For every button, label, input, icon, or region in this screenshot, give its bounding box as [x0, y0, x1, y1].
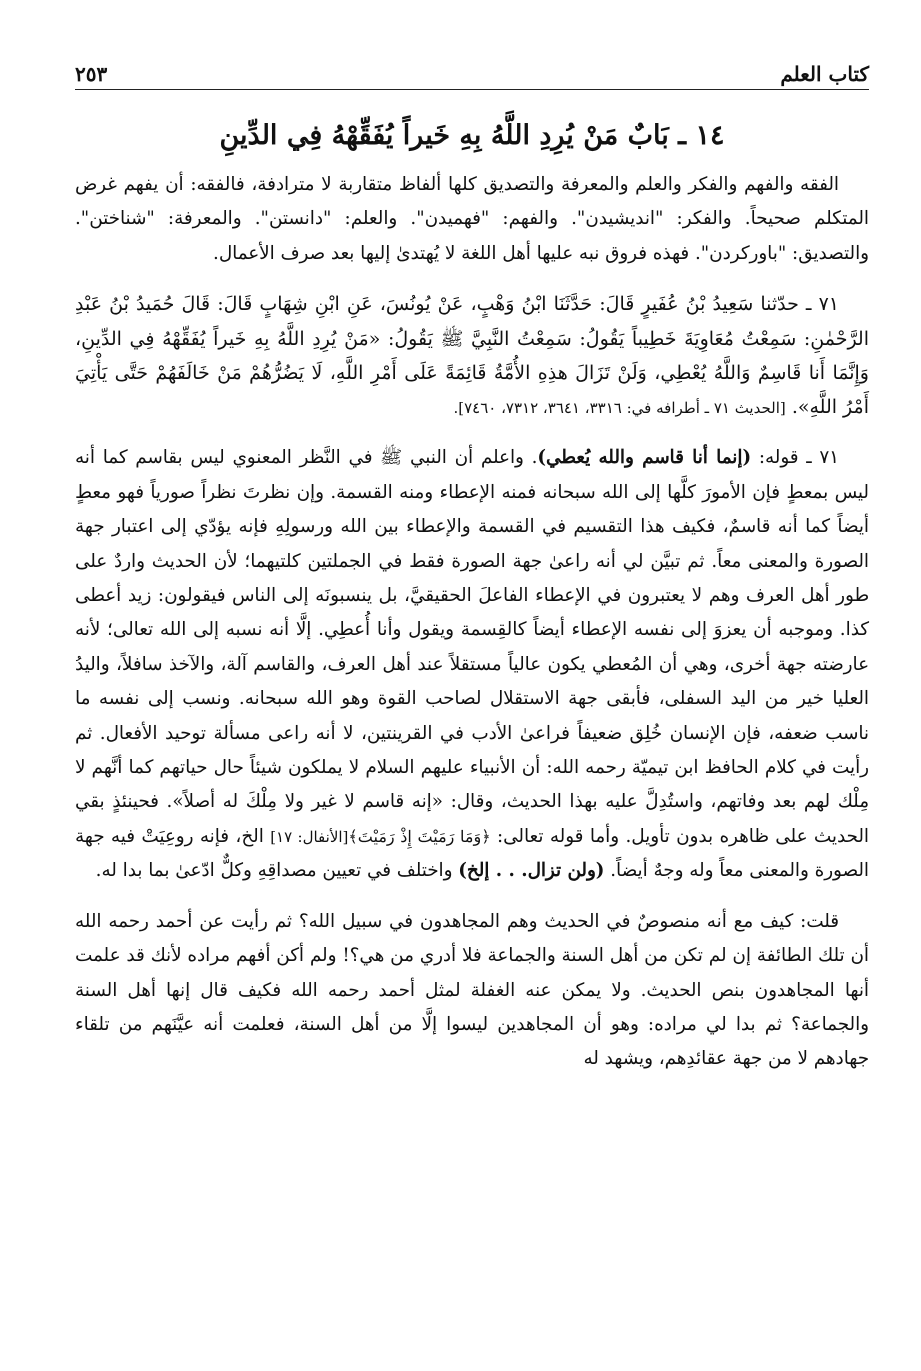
book-title: كتاب العلم [780, 62, 869, 86]
page-content [75, 110, 869, 1077]
hadith-text: ٧١ ـ حدّثنا سَعِيدُ بْنُ عُفَيرٍ قَالَ: حَدَّثَنَا ابْنُ وَهْبٍ، عَنْ يُونُسَ، عَنِ ابْنِ شِهَابٍ قَالَ: قَالَ حُمَيدُ بْنُ عَبْدِ الرَّحْمٰنِ: سَمِعْتُ مُعَاوِيَةَ خَطِيباً يَقُولُ: سَمِعْتُ النَّبِيَّ ﷺ يَقُولُ: «مَنْ يُرِدِ اللَّهُ بِهِ خَيراً يُفَقِّهْهُ فِي الدِّينِ، وَإِنَّمَا أَنا قَاسِمٌ وَاللَّهُ يُعْطِي، وَلَنْ تَزَالَ هذِهِ الأُمَّةُ قَائِمَةً عَلَى أَمْرِ اللَّهِ، لَا يَضُرُّهُمْ مَنْ خَالَفَهُمْ حَتَّى يَأْتِيَ أَمْرُ اللَّهِ». [75, 293, 869, 419]
running-header [75, 55, 869, 90]
intro-paragraph: الفقه والفهم والفكر والعلم والمعرفة والتصديق كلها ألفاظ متقاربة لا مترادفة، فالفقه: أن يفهم غرض المتكلم صحيحاً. والفكر: "انديشيدن". والفهم: "فهميدن". والعلم: "دانستن". والمعرفة: "شناختن". والتصديق: "باوركردن". فهذه فروق نبه عليها أهل اللغة لا يُهتدىٰ إليها بعد صرف الأعمال. [75, 174, 869, 264]
quran-verse: ﴿وَمَا رَمَيْتَ إِذْ رَمَيْتَ﴾ [348, 826, 491, 846]
commentary-question: قلت: كيف مع أنه منصوصٌ في الحديث وهم المجاهدون في سبيل الله؟ ثم رأيت عن أحمد رحمه الله أن تلك الطائفة إن لم تكن من أهل السنة والجماعة فلا أدري من هي؟! ولم أكن أفهم مراده لأنك قد علمت أنها المجاهدون بنص الحديث. ولا يمكن عنه الغفلة لمثل أحمد رحمه الله فكيف قال إنها أهل السنة والجماعة؟ ثم بدا لي مراده: وهو أن المجاهدين ليسوا إلَّا من أهل السنة، فعلمت أنه عيَّنَهم من تلقاء جهادهم لا من جهة عقائدِهم، ويشهد له [75, 910, 869, 1070]
commentary-text-2: الخ، فإنه روعِيَتْ فيه جهة الصورة والمعنى معاً وله وجهٌ أيضاً. [75, 825, 869, 882]
commentary-71 [75, 441, 869, 888]
commentary-lead: ٧١ ـ قوله: [751, 447, 839, 469]
hadith-reference: [الحديث ٧١ ـ أطرافه في: ٣٣١٦، ٣٦٤١، ٧٣١٢، ٧٤٦٠]. [453, 399, 786, 418]
quran-reference: [الأنفال: ١٧] [270, 827, 349, 846]
commentary-quote: (إنما أنا قاسم والله يُعطي) [537, 447, 752, 469]
chapter-title: ١٤ ـ بَابٌ مَنْ يُرِدِ اللَّهُ بِهِ خَيراً يُفَقِّهْهُ فِي الدِّينِ [219, 120, 725, 151]
commentary-text-3: واختلف في تعيين مصداقِهِ وكلٌّ ادّعىٰ بما بدا له. [95, 860, 459, 882]
page-number: ٢٥٣ [75, 62, 108, 86]
hadith-71 [75, 287, 869, 425]
commentary-text-1: . واعلم أن النبي ﷺ في النَّظر المعنوي ليس بقاسم كما أنه ليس بمعطٍ فإن الأمورَ كلَّها إلى الله سبحانه فمنه الإعطاء ومنه القسمة. وإن نظرتَ نظراً صورياً فهو معطٍ أيضاً كما أنه قاسمٌ، فكيف هذا التقسيم في القسمة والإعطاء بين الله ورسولِهِ فإنه يؤدّي إلى اعتبار جهة الصورة والمعنى معاً. ثم تبيَّن لي أنه راعىٰ جهة الصورة فقط في الجملتين كلتيهما؛ لأن الحديث واردٌ على طور أهل العرف وهم لا يعتبرون في الإعطاء الفاعلَ الحقيقيَّ، بل ينسبونَه إلى الناس فيقولون: زيد أعطى كذا. وموجبه أن يعزوَ إلى نفسه الإعطاء أيضاً كالقِسمة ويقول وأنا أُعطِي. إلَّا أنه نسبه إلى الله تعالى؛ لأنه عارضته جهة أخرى، وهي أن المُعطي يكون عالياً مستقلاً عند أهل العرف، والقاسم آلة، والآخذ سافلاً، واليدُ العليا خير من اليد السفلى، فأبقى جهة الاستقلال لصاحب القوة وهو الله سبحانه. ونسب إلى نفسه ما ناسب ضعفه، فإن الإنسان خُلِق ضعيفاً فراعىٰ الأدب في القرينتين، لا أنه راعى مسألة توحيد الأفعال. ثم رأيت في كلام الحافظ ابن تيميّة رحمه الله: أن الأنبياء عليهم السلام لا يملكون شيئاً حال حياتهم كما أنَّهم لا مِلْك لهم بعد وفاتهم، واستُدِلَّ عليه بهذا الحديث، وقال: «إنه قاسم لا غير ولا مِلْكَ له أصلاً». فحينئذٍ بقي الحديث على ظاهره بدون تأويل. وأما قوله تعالى: [75, 447, 869, 847]
commentary-quote-2: (ولن تزال. . . إلخ) [458, 860, 605, 882]
